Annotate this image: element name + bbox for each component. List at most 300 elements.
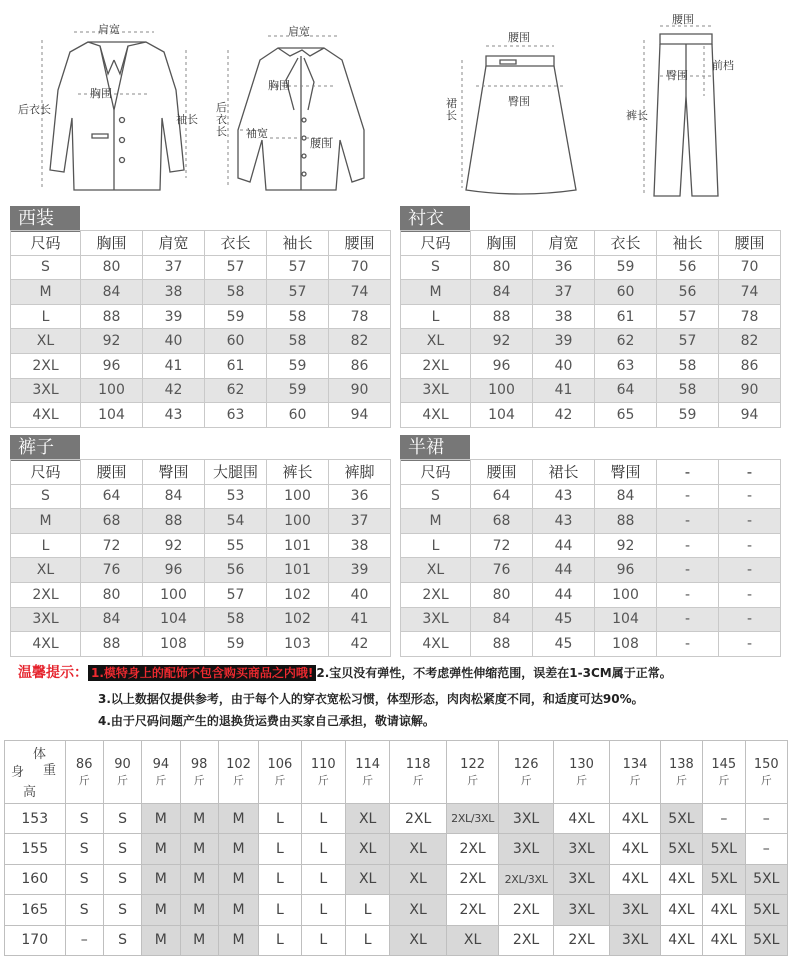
shirt-value-cell: 59: [595, 255, 657, 280]
hw-size-cell: 2XL/3XL: [499, 864, 553, 894]
skirt-diagram: [440, 0, 610, 200]
suit-value-cell: 62: [205, 378, 267, 403]
skirt-header-cell: 腰围: [471, 460, 533, 485]
pants-value-cell: 102: [267, 607, 329, 632]
hw-size-cell: M: [142, 804, 180, 834]
hw-row: [5, 895, 788, 925]
suit-value-cell: 61: [205, 353, 267, 378]
shirt-row: [401, 280, 781, 305]
hw-size-cell: –: [745, 834, 788, 864]
shirt-value-cell: 100: [471, 378, 533, 403]
hw-height-cell: 153: [5, 804, 66, 834]
suit-value-cell: 74: [329, 280, 391, 305]
pants-header-cell: 裤脚: [329, 460, 391, 485]
hw-weight-value: 110: [310, 756, 336, 772]
hw-row: [5, 925, 788, 955]
hw-size-cell: 4XL: [553, 804, 610, 834]
pants-row: [11, 558, 391, 583]
shirt-value-cell: 74: [719, 280, 781, 305]
hw-weight-value: 150: [753, 756, 779, 772]
shirt-value-cell: 90: [719, 378, 781, 403]
shirt-size-cell: L: [401, 304, 471, 329]
hw-size-cell: M: [142, 925, 180, 955]
shirt-value-cell: 104: [471, 403, 533, 428]
skirt-value-cell: 84: [595, 484, 657, 509]
shirt-size-table: [400, 230, 781, 428]
skirt-value-cell: 80: [471, 582, 533, 607]
hw-size-cell: 5XL: [660, 804, 702, 834]
pants-rise-label: 前档: [712, 59, 734, 72]
hw-weight-unit: 斤: [467, 773, 479, 787]
hw-weight-header: [180, 741, 218, 804]
hw-size-cell: XL: [345, 804, 389, 834]
pants-value-cell: 64: [81, 484, 143, 509]
shirt-header-cell: 肩宽: [533, 231, 595, 256]
shirt-header-cell: 胸围: [471, 231, 533, 256]
hw-weight-header: [65, 741, 103, 804]
skirt-value-cell: 88: [471, 632, 533, 657]
shirt-value-cell: 60: [595, 280, 657, 305]
skirt-header-cell: 臀围: [595, 460, 657, 485]
pants-value-cell: 92: [143, 533, 205, 558]
skirt-value-cell: 45: [533, 632, 595, 657]
hw-weight-value: 94: [152, 756, 170, 772]
pants-value-cell: 54: [205, 509, 267, 534]
suit-value-cell: 86: [329, 353, 391, 378]
suit-value-cell: 43: [143, 403, 205, 428]
pants-header-row: [11, 460, 391, 485]
hw-size-cell: 3XL: [553, 864, 610, 894]
suit-value-cell: 90: [329, 378, 391, 403]
hw-weight-header: [553, 741, 610, 804]
suit-value-cell: 104: [81, 403, 143, 428]
hw-weight-unit: 斤: [520, 773, 532, 787]
hw-corner-weight-1: 体: [33, 747, 47, 762]
suit-value-cell: 88: [81, 304, 143, 329]
suit-header-row: [11, 231, 391, 256]
shirt-value-cell: 58: [657, 378, 719, 403]
skirt-value-cell: -: [719, 558, 781, 583]
hw-size-cell: 3XL: [610, 895, 660, 925]
shirt-value-cell: 86: [719, 353, 781, 378]
pants-size-cell: 2XL: [11, 582, 81, 607]
pants-value-cell: 76: [81, 558, 143, 583]
suit-value-cell: 58: [205, 280, 267, 305]
shirt-value-cell: 57: [657, 329, 719, 354]
hw-weight-unit: 斤: [78, 773, 90, 787]
pants-value-cell: 68: [81, 509, 143, 534]
skirt-value-cell: 104: [595, 607, 657, 632]
hw-weight-header: [218, 741, 258, 804]
shirt-value-cell: 80: [471, 255, 533, 280]
hw-size-cell: 2XL: [446, 895, 498, 925]
hw-size-cell: XL: [446, 925, 498, 955]
hw-size-cell: L: [259, 925, 301, 955]
skirt-value-cell: -: [719, 533, 781, 558]
suit-value-cell: 59: [205, 304, 267, 329]
skirt-size-table: [400, 459, 781, 657]
hw-row: [5, 834, 788, 864]
pants-size-cell: L: [11, 533, 81, 558]
shirt-value-cell: 64: [595, 378, 657, 403]
pants-row: [11, 509, 391, 534]
hw-size-cell: M: [142, 895, 180, 925]
suit-size-cell: S: [11, 255, 81, 280]
hw-size-cell: L: [301, 864, 345, 894]
suit-value-cell: 60: [267, 403, 329, 428]
shirt-value-cell: 96: [471, 353, 533, 378]
suit-value-cell: 57: [205, 255, 267, 280]
skirt-size-block: [400, 435, 780, 650]
shirt-value-cell: 65: [595, 403, 657, 428]
pants-value-cell: 38: [329, 533, 391, 558]
jacket-chest-label: 胸围: [90, 87, 112, 100]
hw-size-cell: L: [301, 925, 345, 955]
shirt-shoulder-label: 肩宽: [288, 25, 310, 38]
pants-value-cell: 53: [205, 484, 267, 509]
suit-value-cell: 41: [143, 353, 205, 378]
pants-value-cell: 84: [81, 607, 143, 632]
note-1: 1.模特身上的配饰不包含购买商品之内哦!: [88, 665, 316, 681]
shirt-size-cell: 4XL: [401, 403, 471, 428]
skirt-title: 半裙: [400, 435, 470, 461]
hw-size-cell: M: [218, 804, 258, 834]
shirt-value-cell: 38: [533, 304, 595, 329]
suit-row: [11, 329, 391, 354]
hw-size-cell: M: [180, 925, 218, 955]
suit-value-cell: 57: [267, 280, 329, 305]
skirt-value-cell: -: [657, 509, 719, 534]
hw-size-cell: L: [301, 834, 345, 864]
hw-weight-header: [745, 741, 788, 804]
pants-title: 裤子: [10, 435, 80, 461]
hw-size-cell: L: [259, 895, 301, 925]
pants-value-cell: 102: [267, 582, 329, 607]
hw-weight-value: 102: [226, 756, 251, 772]
hw-size-cell: S: [103, 834, 141, 864]
hw-weight-value: 134: [622, 756, 648, 772]
hw-size-cell: –: [745, 804, 788, 834]
shirt-diagram: [210, 0, 390, 200]
pants-value-cell: 72: [81, 533, 143, 558]
hw-size-cell: 2XL: [499, 895, 553, 925]
hw-size-cell: L: [259, 864, 301, 894]
shirt-size-cell: 3XL: [401, 378, 471, 403]
hw-corner-height-2: 高: [23, 785, 37, 800]
pants-row: [11, 607, 391, 632]
skirt-size-cell: 3XL: [401, 607, 471, 632]
hw-size-cell: 4XL: [610, 864, 660, 894]
skirt-waist-label: 腰围: [508, 31, 530, 44]
skirt-value-cell: 100: [595, 582, 657, 607]
hw-size-cell: L: [259, 834, 301, 864]
hw-size-cell: M: [180, 804, 218, 834]
hw-weight-header: [259, 741, 301, 804]
pants-row: [11, 533, 391, 558]
shirt-header-cell: 尺码: [401, 231, 471, 256]
shirt-value-cell: 36: [533, 255, 595, 280]
hw-weight-header: [103, 741, 141, 804]
suit-size-cell: M: [11, 280, 81, 305]
pants-value-cell: 88: [81, 632, 143, 657]
shirt-value-cell: 70: [719, 255, 781, 280]
hw-weight-header: [610, 741, 660, 804]
hw-size-cell: S: [65, 804, 103, 834]
hw-size-cell: M: [218, 864, 258, 894]
pants-value-cell: 101: [267, 533, 329, 558]
hw-weight-unit: 斤: [675, 773, 687, 787]
skirt-header-cell: -: [719, 460, 781, 485]
pants-waist-label: 腰围: [672, 13, 694, 26]
skirt-row: [401, 509, 781, 534]
shirt-value-cell: 84: [471, 280, 533, 305]
hw-size-cell: S: [103, 864, 141, 894]
hw-size-cell: 3XL: [553, 834, 610, 864]
shirt-value-cell: 82: [719, 329, 781, 354]
hw-size-cell: M: [218, 895, 258, 925]
suit-value-cell: 38: [143, 280, 205, 305]
suit-value-cell: 57: [267, 255, 329, 280]
shirt-value-cell: 56: [657, 255, 719, 280]
skirt-value-cell: 76: [471, 558, 533, 583]
suit-row: [11, 304, 391, 329]
suit-header-cell: 衣长: [205, 231, 267, 256]
pants-header-cell: 尺码: [11, 460, 81, 485]
hw-size-cell: M: [142, 864, 180, 894]
hw-weight-value: 114: [355, 756, 381, 772]
hw-weight-unit: 斤: [117, 773, 129, 787]
shirt-title: 衬衣: [400, 206, 470, 232]
hw-weight-header: [301, 741, 345, 804]
skirt-value-cell: -: [657, 632, 719, 657]
suit-value-cell: 70: [329, 255, 391, 280]
hw-size-cell: M: [218, 925, 258, 955]
hw-size-cell: L: [345, 895, 389, 925]
skirt-value-cell: 88: [595, 509, 657, 534]
pants-value-cell: 36: [329, 484, 391, 509]
hw-weight-unit: 斤: [576, 773, 588, 787]
hw-size-cell: 5XL: [745, 864, 788, 894]
hw-size-cell: M: [180, 864, 218, 894]
suit-value-cell: 58: [267, 304, 329, 329]
skirt-row: [401, 582, 781, 607]
hw-size-cell: XL: [390, 864, 447, 894]
hw-size-cell: 4XL: [610, 834, 660, 864]
hw-weight-header: [499, 741, 553, 804]
pants-size-cell: 3XL: [11, 607, 81, 632]
shirt-length-label: 后衣长: [216, 101, 227, 138]
skirt-size-cell: M: [401, 509, 471, 534]
hw-height-cell: 170: [5, 925, 66, 955]
pants-value-cell: 42: [329, 632, 391, 657]
shirt-value-cell: 41: [533, 378, 595, 403]
skirt-value-cell: -: [657, 607, 719, 632]
hw-corner: [5, 741, 65, 803]
shirt-value-cell: 56: [657, 280, 719, 305]
hw-size-cell: S: [103, 895, 141, 925]
shirt-sleeve-label: 袖宽: [246, 127, 268, 140]
hw-size-cell: 4XL: [660, 864, 702, 894]
jacket-sleeve-label: 袖长: [176, 113, 198, 126]
pants-value-cell: 100: [267, 509, 329, 534]
hw-size-cell: 4XL: [610, 804, 660, 834]
suit-size-cell: 2XL: [11, 353, 81, 378]
skirt-header-row: [401, 460, 781, 485]
hw-weight-header: [703, 741, 745, 804]
suit-size-table: [10, 230, 391, 428]
hw-weight-value: 90: [114, 756, 131, 772]
hw-size-cell: L: [301, 804, 345, 834]
hw-weight-unit: 斤: [629, 773, 641, 787]
hw-weight-unit: 斤: [233, 773, 245, 787]
suit-header-cell: 胸围: [81, 231, 143, 256]
hw-size-cell: XL: [345, 834, 389, 864]
hw-size-cell: L: [301, 895, 345, 925]
shirt-header-cell: 袖长: [657, 231, 719, 256]
pants-hip-label: 臀围: [666, 69, 688, 82]
hw-weight-value: 98: [190, 756, 208, 772]
pants-size-block: [10, 435, 390, 650]
pants-value-cell: 59: [205, 632, 267, 657]
hw-size-cell: XL: [390, 895, 447, 925]
pants-value-cell: 58: [205, 607, 267, 632]
pants-value-cell: 101: [267, 558, 329, 583]
shirt-value-cell: 57: [657, 304, 719, 329]
pants-size-cell: 4XL: [11, 632, 81, 657]
shirt-value-cell: 63: [595, 353, 657, 378]
hw-size-cell: M: [218, 834, 258, 864]
skirt-row: [401, 607, 781, 632]
hw-size-cell: 2XL/3XL: [446, 804, 498, 834]
suit-value-cell: 58: [267, 329, 329, 354]
suit-value-cell: 59: [267, 378, 329, 403]
hw-corner-cell: [5, 741, 66, 804]
skirt-row: [401, 484, 781, 509]
hw-weight-value: 138: [669, 756, 694, 772]
hw-size-cell: 4XL: [703, 895, 745, 925]
height-weight-table: [4, 740, 788, 956]
note-4: 4.由于尺码问题产生的退换货运费由买家自己承担，敬请谅解。: [98, 714, 435, 728]
skirt-value-cell: -: [657, 484, 719, 509]
skirt-value-cell: -: [657, 558, 719, 583]
hw-size-cell: S: [103, 925, 141, 955]
hw-size-cell: M: [180, 834, 218, 864]
hw-size-cell: 5XL: [745, 925, 788, 955]
hw-size-cell: 3XL: [610, 925, 660, 955]
note-2: 2.宝贝没有弹性，不考虑弹性伸缩范围，误差在1-3CM属于正常。: [316, 666, 672, 680]
hw-size-cell: XL: [345, 864, 389, 894]
skirt-value-cell: -: [719, 632, 781, 657]
hw-size-cell: –: [65, 925, 103, 955]
skirt-value-cell: 44: [533, 533, 595, 558]
hw-weight-unit: 斤: [193, 773, 205, 787]
hw-size-cell: XL: [390, 925, 447, 955]
hw-weight-value: 130: [569, 756, 594, 772]
shirt-value-cell: 40: [533, 353, 595, 378]
skirt-value-cell: 44: [533, 558, 595, 583]
suit-value-cell: 37: [143, 255, 205, 280]
shirt-value-cell: 61: [595, 304, 657, 329]
hw-row: [5, 864, 788, 894]
suit-size-cell: 3XL: [11, 378, 81, 403]
suit-size-cell: XL: [11, 329, 81, 354]
skirt-header-cell: 裙长: [533, 460, 595, 485]
hw-size-cell: 2XL: [390, 804, 447, 834]
hw-weight-unit: 斤: [317, 773, 329, 787]
skirt-size-cell: 4XL: [401, 632, 471, 657]
pants-header-cell: 臀围: [143, 460, 205, 485]
suit-title: 西装: [10, 206, 80, 232]
pants-header-cell: 腰围: [81, 460, 143, 485]
skirt-value-cell: -: [719, 509, 781, 534]
suit-value-cell: 78: [329, 304, 391, 329]
skirt-row: [401, 632, 781, 657]
suit-value-cell: 42: [143, 378, 205, 403]
hw-weight-header: [660, 741, 702, 804]
shirt-size-cell: XL: [401, 329, 471, 354]
suit-header-cell: 尺码: [11, 231, 81, 256]
shirt-value-cell: 92: [471, 329, 533, 354]
hw-weight-unit: 斤: [155, 773, 167, 787]
skirt-header-cell: -: [657, 460, 719, 485]
hw-weight-header: [345, 741, 389, 804]
shirt-row: [401, 255, 781, 280]
pants-length-label: 裤长: [626, 109, 648, 122]
skirt-value-cell: -: [719, 582, 781, 607]
pants-value-cell: 104: [143, 607, 205, 632]
suit-row: [11, 378, 391, 403]
shirt-row: [401, 403, 781, 428]
pants-value-cell: 41: [329, 607, 391, 632]
hw-height-cell: 165: [5, 895, 66, 925]
shirt-value-cell: 88: [471, 304, 533, 329]
skirt-size-cell: L: [401, 533, 471, 558]
suit-row: [11, 403, 391, 428]
suit-value-cell: 59: [267, 353, 329, 378]
hw-weight-unit: 斤: [274, 773, 286, 787]
hw-size-cell: 5XL: [703, 864, 745, 894]
shirt-value-cell: 39: [533, 329, 595, 354]
shirt-size-cell: M: [401, 280, 471, 305]
suit-size-cell: 4XL: [11, 403, 81, 428]
skirt-hip-label: 臀围: [508, 95, 530, 108]
hw-size-cell: M: [142, 834, 180, 864]
suit-value-cell: 84: [81, 280, 143, 305]
jacket-shoulder-label: 肩宽: [98, 23, 120, 36]
pants-row: [11, 632, 391, 657]
hw-size-cell: 4XL: [703, 925, 745, 955]
hw-size-cell: –: [703, 804, 745, 834]
suit-value-cell: 82: [329, 329, 391, 354]
hw-height-cell: 160: [5, 864, 66, 894]
pants-value-cell: 103: [267, 632, 329, 657]
hw-corner-weight-2: 重: [43, 763, 57, 778]
hw-size-cell: S: [65, 864, 103, 894]
suit-size-cell: L: [11, 304, 81, 329]
hw-weight-value: 126: [513, 756, 539, 772]
pants-row: [11, 484, 391, 509]
hw-weight-value: 118: [405, 756, 431, 772]
skirt-value-cell: 108: [595, 632, 657, 657]
hw-size-cell: 4XL: [660, 925, 702, 955]
skirt-size-cell: S: [401, 484, 471, 509]
skirt-value-cell: 45: [533, 607, 595, 632]
pants-diagram: [620, 0, 780, 200]
hw-size-cell: 5XL: [745, 895, 788, 925]
skirt-value-cell: 96: [595, 558, 657, 583]
suit-value-cell: 92: [81, 329, 143, 354]
shirt-size-block: [400, 206, 780, 431]
